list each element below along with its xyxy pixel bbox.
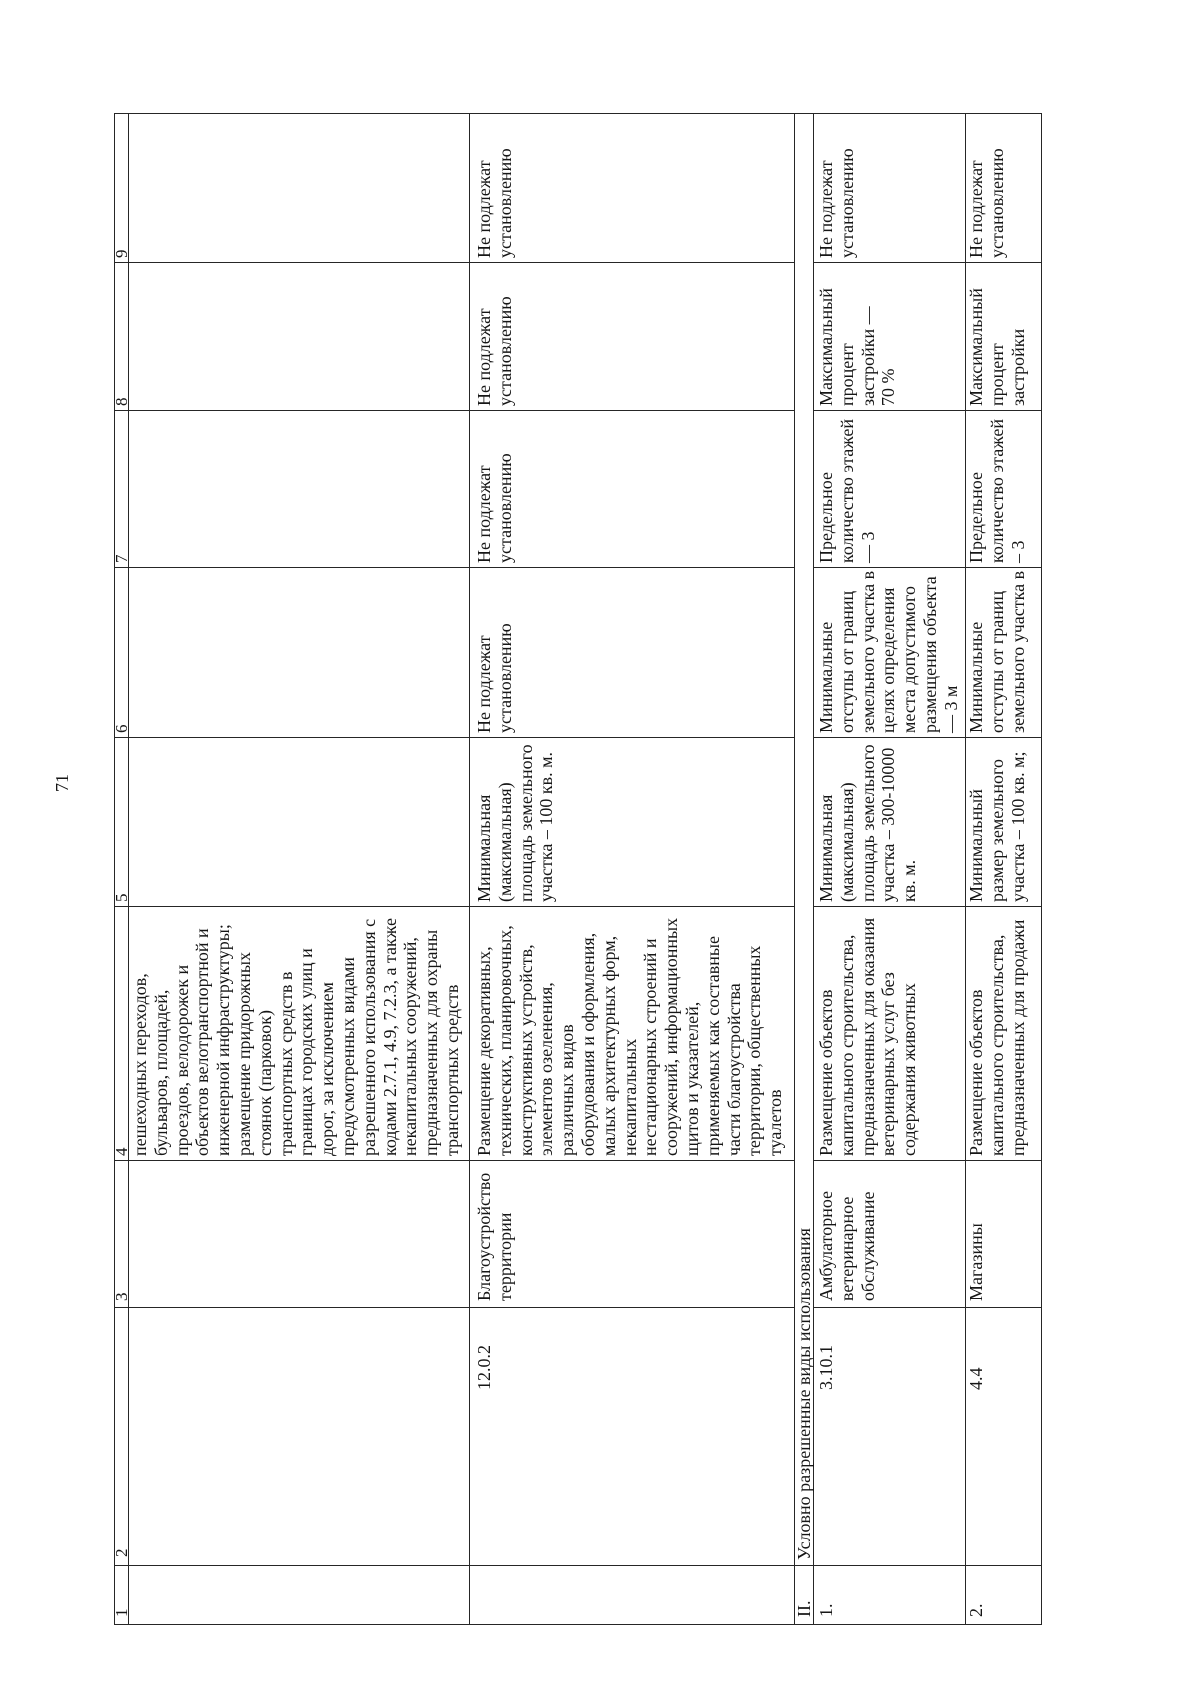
floors-cell: Не подлежат установлению: [470, 410, 795, 567]
floors-cell: Предельное количество этажей — 3: [814, 410, 966, 567]
other-params-cell: Не подлежат установлению: [814, 113, 966, 262]
coverage-cell: Максимальный процент застройки: [966, 262, 1042, 410]
setbacks-cell: Не подлежат установлению: [470, 567, 795, 737]
other-params-cell: Не подлежат установлению: [470, 113, 795, 262]
description-cell: Размещение декоративных, технических, планировочных, конструктивных устройств, элементов озеленения, различных видов оборудования и оформления, малых архитектурных форм, некапитальных нестационарных строений и сооружений, информационных щитов и указателей, применяемых как составные части благоустройства территории, общественных туалетов: [470, 906, 795, 1160]
header-cell-9: 9: [114, 113, 129, 262]
coverage-cell: [129, 262, 470, 410]
use-name-cell: [129, 1160, 470, 1307]
header-cell-5: 5: [114, 737, 129, 906]
table-row-conditional-1: [814, 113, 966, 1625]
coverage-cell: Не подлежат установлению: [470, 262, 795, 410]
header-cell-6: 6: [114, 567, 129, 737]
plot-size-cell: Минимальная (максимальная) площадь земельного участка – 300-10000 кв. м.: [814, 737, 966, 906]
description-cell: пешеходных переходов, бульваров, площадей, проездов, велодорожек и объектов велотранспортной и инженерной инфраструктуры; размещение придорожных стоянок (парковок) транспортных средств в границах городских улиц и дорог, за исключением предусмотренных видами разрешенного использования с кодами 2.7.1, 4.9, 7.2.3, а также некапитальных сооружений, предназначенных для охраны транспортных средств: [129, 906, 470, 1160]
row-number-cell: [129, 1565, 470, 1625]
header-cell-3: 3: [114, 1160, 129, 1307]
section-number-cell: II.: [795, 1565, 814, 1625]
coverage-cell: Максимальный процент застройки — 70 %: [814, 262, 966, 410]
code-cell: 12.0.2: [470, 1307, 795, 1565]
plot-size-cell: [129, 737, 470, 906]
other-params-cell: Не подлежат установлению: [966, 113, 1042, 262]
floors-cell: Предельное количество этажей – 3: [966, 410, 1042, 567]
header-cell-2: 2: [114, 1307, 129, 1565]
floors-cell: [129, 410, 470, 567]
section-title-cell: Условно разрешенные виды использования: [795, 113, 814, 1565]
header-cell-4: 4: [114, 906, 129, 1160]
setbacks-cell: Минимальные отступы от границ земельного участка в: [966, 567, 1042, 737]
use-name-cell: Магазины: [966, 1160, 1042, 1307]
other-params-cell: [129, 113, 470, 262]
header-cell-8: 8: [114, 262, 129, 410]
code-cell: 3.10.1: [814, 1307, 966, 1565]
land-use-regulations-table: [114, 113, 1042, 1625]
table-header-row: [114, 113, 129, 1625]
table-row-conditional-2: [966, 113, 1042, 1625]
table-row-continuation: [129, 113, 470, 1625]
header-cell-1: 1: [114, 1565, 129, 1625]
plot-size-cell: Минимальный размер земельного участка – 100 кв. м;: [966, 737, 1042, 906]
code-cell: [129, 1307, 470, 1565]
use-name-cell: Благоустройство территории: [470, 1160, 795, 1307]
section-heading-row: [795, 113, 814, 1625]
header-cell-7: 7: [114, 410, 129, 567]
setbacks-cell: [129, 567, 470, 737]
setbacks-cell: Минимальные отступы от границ земельного участка в целях определения места допустимого размещения объекта — 3 м: [814, 567, 966, 737]
plot-size-cell: Минимальная (максимальная) площадь земельного участка – 100 кв. м.: [470, 737, 795, 906]
page-number: 71: [52, 774, 72, 792]
description-cell: Размещение объектов капитального строительства, предназначенных для оказания ветеринарных услуг без содержания животных: [814, 906, 966, 1160]
code-cell: 4.4: [966, 1307, 1042, 1565]
description-cell: Размещение объектов капитального строительства, предназначенных для продажи: [966, 906, 1042, 1160]
row-number-cell: 2.: [966, 1565, 1042, 1625]
row-number-cell: 1.: [814, 1565, 966, 1625]
row-number-cell: [470, 1565, 795, 1625]
table-row-landscaping: [470, 113, 795, 1625]
use-name-cell: Амбулаторное ветеринарное обслуживание: [814, 1160, 966, 1307]
